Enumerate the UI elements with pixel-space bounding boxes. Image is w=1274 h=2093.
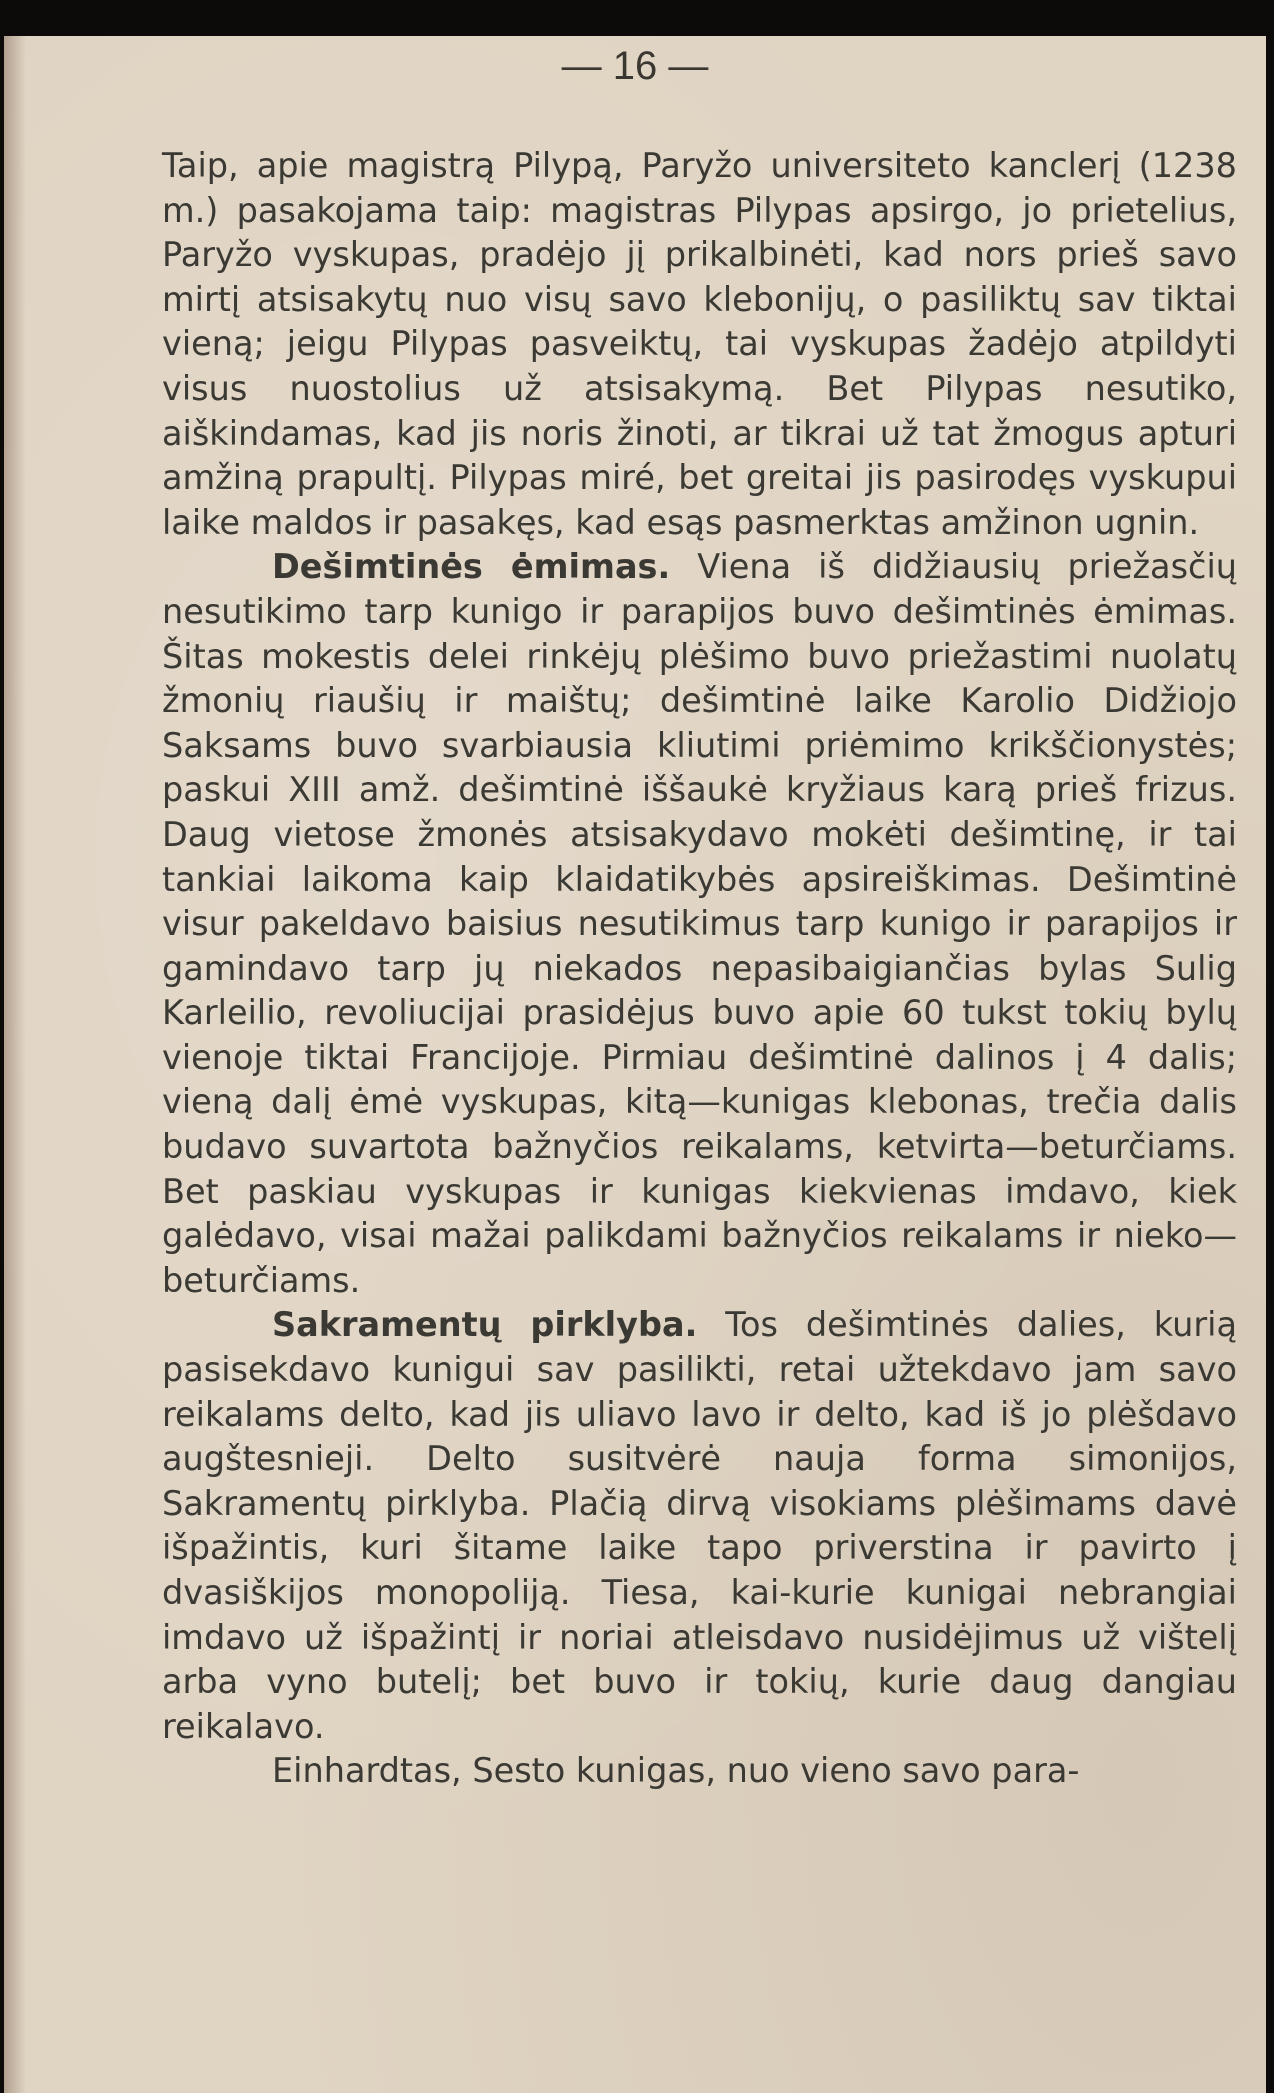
book-page: [4, 36, 1266, 2093]
page-number: — 16 —: [561, 44, 709, 88]
section-heading-desimtines-emimas: Dešimtinės ėmimas.: [272, 547, 671, 587]
page-text: [162, 144, 1237, 1794]
section-heading-sakramentu-pirklyba: Sakramentų pirklyba.: [272, 1305, 698, 1345]
paragraph-sakramentu-pirklyba: [162, 1303, 1237, 1749]
paragraph-text: Einhardtas, Sesto kunigas, nuo vieno savo para-: [272, 1751, 1080, 1791]
paragraph-einhardtas: [162, 1749, 1237, 1794]
paragraph-magistras-pilypas: [162, 144, 1237, 545]
paragraph-desimtines-emimas: [162, 545, 1237, 1303]
paragraph-text: Tos dešimtinės dalies, kurią pasisekdavo kunigui sav pasilikti, retai užtekdavo jam savo reikalams delto, kad jis uliavo lavo ir delto, kad iš jo plėšdavo augštesnieji. Delto susitvėrė nauja forma simonijos, Sakramentų pirklyba. Plačią dirvą visokiams plėšimams davė išpažintis, kuri šitame laike tapo priverstina ir pavirto į dvasiškijos monopoliją. Tiesa, kai-kurie kunigai nebrangiai imdavo už išpažintį ir noriai atleisdavo nusidėjimus už vištelį arba vyno butelį; bet buvo ir tokių, kurie daug dangiau reikalavo.: [162, 1305, 1237, 1746]
paragraph-text: Viena iš didžiausių priežasčių nesutikimo tarp kunigo ir parapijos buvo dešimtinės ėmimas. Šitas mokestis delei rinkėjų plėšimo buvo priežastimi nuolatų žmonių riaušių ir maištų; dešimtinė laike Karolio Didžiojo Saksams buvo svarbiausia kliutimi priėmimo krikščionystės; paskui XIII amž. dešimtinė iššaukė kryžiaus karą prieš frizus. Daug vietose žmonės atsisakydavo mokėti dešimtinę, ir tai tankiai laikoma kaip klaidatikybės apsireiškimas. Dešimtinė visur pakeldavo baisius nesutikimus tarp kunigo ir parapijos ir gamindavo tarp jų niekados nepasibaigiančias bylas Sulig Karleilio, revoliucijai prasidėjus buvo apie 60 tukst tokių bylų vienoje tiktai Francijoje. Pirmiau dešimtinė dalinos į 4 dalis; vieną dalį ėmė vyskupas, kitą—kunigas klebonas, trečia dalis budavo suvartota bažnyčios reikalams, ketvirta—beturčiams. Bet paskiau vyskupas ir kunigas kiekvienas imdavo, kiek galėdavo, visai mažai palikdami bažnyčios reikalams ir nieko—beturčiams.: [162, 547, 1237, 1300]
paragraph-text: Taip, apie magistrą Pilypą, Paryžo universiteto kanclerį (1238 m.) pasakojama taip: magistras Pilypas apsirgo, jo prietelius, Paryžo vyskupas, pradėjo jį prikalbinėti, kad nors prieš savo mirtį atsisakytų nuo visų savo klebonijų, o pasiliktų sav tiktai vieną; jeigu Pilypas pasveiktų, tai vyskupas žadėjo atpildyti visus nuostolius už atsisakymą. Bet Pilypas nesutiko, aiškindamas, kad jis noris žinoti, ar tikrai už tat žmogus apturi amžiną prapultį. Pilypas miré, bet greitai jis pasirodęs vyskupui laike maldos ir pasakęs, kad esąs pasmerktas amžinon ugnin.: [162, 146, 1237, 542]
